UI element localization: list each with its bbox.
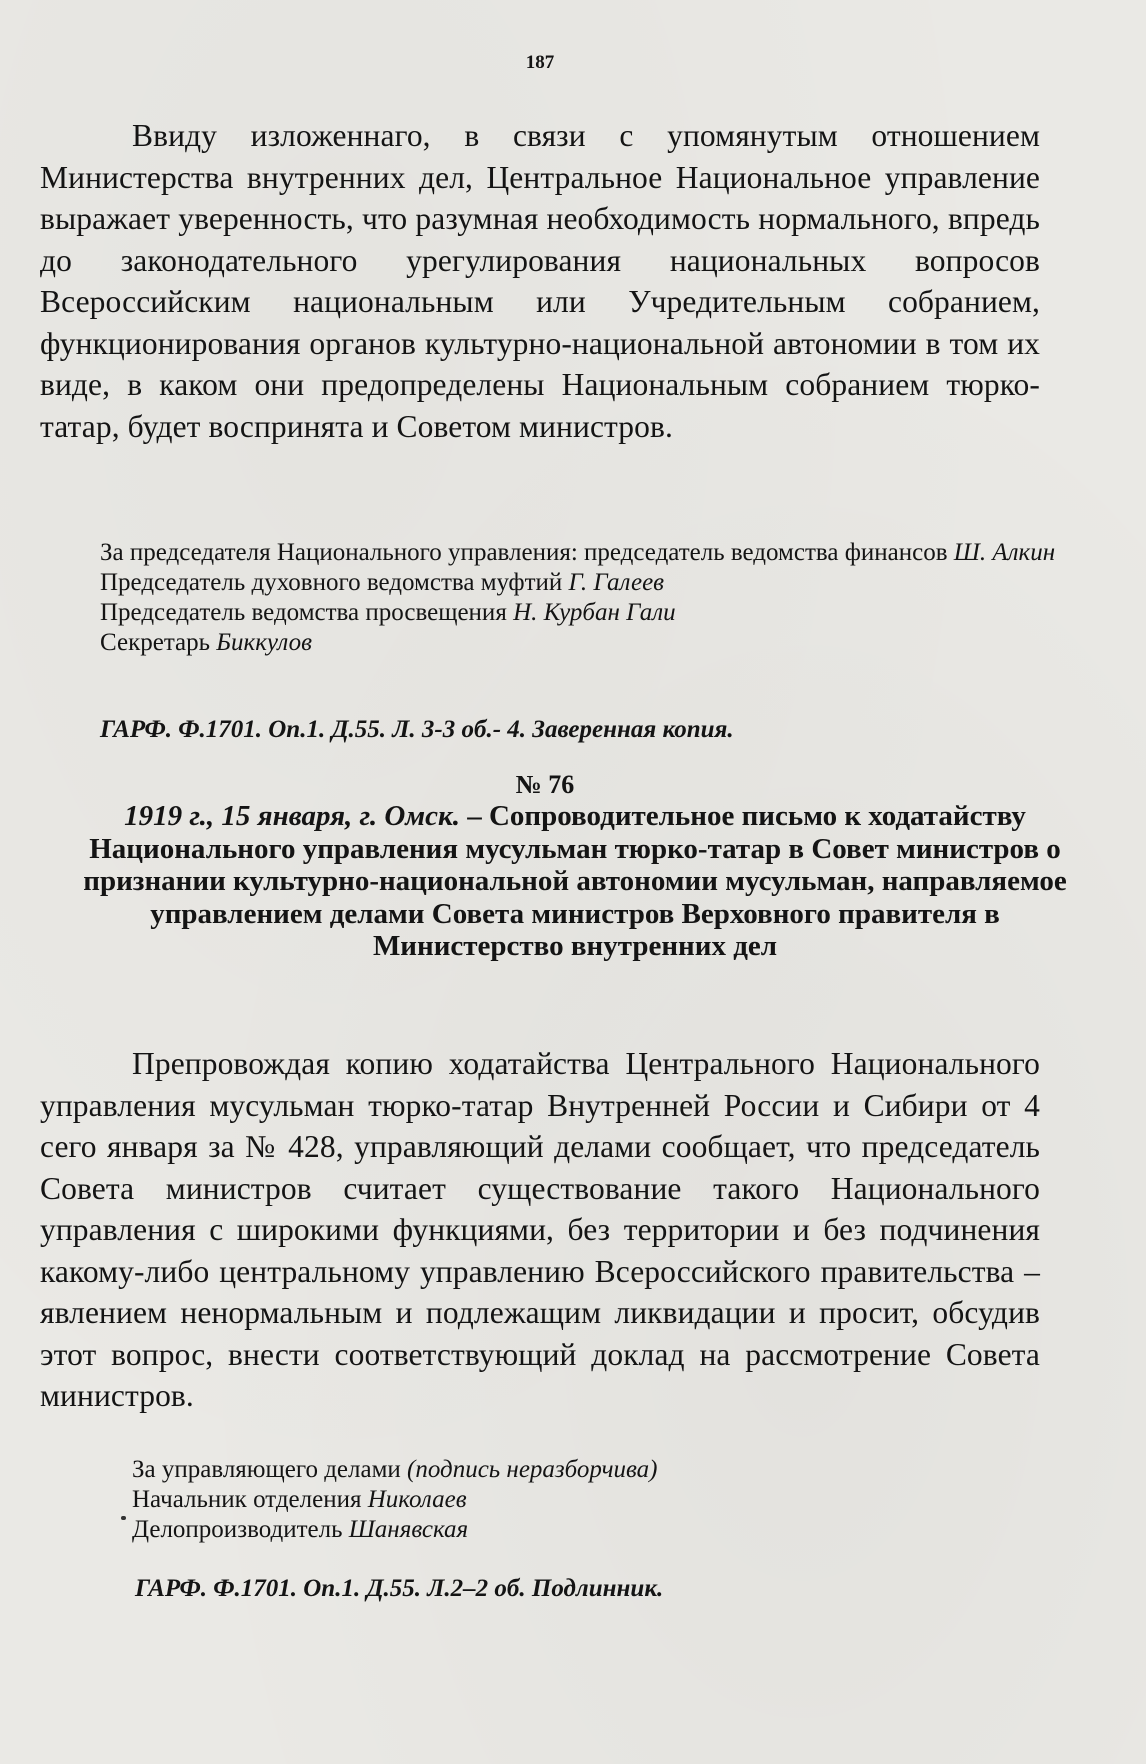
- heading-date-place: 1919 г., 15 января, г. Омск.: [124, 800, 460, 832]
- ink-mark: [121, 1516, 126, 1520]
- signature-name: Николаев: [367, 1486, 467, 1513]
- signature-line: [100, 568, 1060, 598]
- archive-reference-1: ГАРФ. Ф.1701. Оп.1. Д.55. Л. 3-3 об.- 4. Заверенная копия.: [100, 716, 734, 743]
- signature-line: [100, 598, 1060, 628]
- signature-block-2: [132, 1455, 1092, 1545]
- body-paragraph-1: Ввиду изложеннаго, в связи с упомянутым отношением Министерства внутренних дел, Центральное Национальное управление выражает уверенность, что разумная необходимость нормального, впредь до законодательного урегулирования национальных вопросов Всероссийским национальным или Учредительным собранием, функционирования органов культурно-национальной автономии в том их виде, в каком они предопределены Национальным собранием тюрко-татар, будет воспринята и Советом министров.: [40, 118, 1040, 444]
- document-heading: [70, 800, 1080, 963]
- signature-role: Секретарь: [100, 629, 211, 656]
- signature-name: Биккулов: [216, 629, 312, 656]
- signature-line: [132, 1485, 1092, 1515]
- signature-role: Председатель духовного ведомства муфтий: [100, 569, 563, 596]
- signature-line: [132, 1515, 1092, 1545]
- signature-name: (подпись неразборчива): [407, 1456, 658, 1483]
- signature-name: Шанявская: [348, 1516, 469, 1543]
- signature-block-1: [100, 538, 1060, 658]
- signature-line: [100, 538, 1060, 568]
- signature-line: [132, 1455, 1092, 1485]
- page-number: 187: [525, 52, 555, 73]
- signature-role: За председателя Национального управления: председатель ведомства финансов: [100, 539, 948, 566]
- signature-name: Г. Галеев: [568, 569, 665, 596]
- signature-role: Председатель ведомства просвещения: [100, 599, 507, 626]
- body-paragraph-2: Препровождая копию ходатайства Центрального Национального управления мусульман тюрко-татар Внутренней России и Сибири от 4 сего января за № 428, управляющий делами сообщает, что председатель Совета министров считает существование такого Национального управления с широкими функциями, без территории и без подчинения какому-либо центральному управлению Всероссийского правительства – явлением ненормальным и подлежащим ликвидации и просит, обсудив этот вопрос, внести соответствующий доклад на рассмотрение Совета министров.: [40, 1046, 1040, 1413]
- heading-title: – Сопроводительное письмо к ходатайству Национального управления мусульман тюрко-татар в Совет министров о признании культурно-национальной автономии мусульман, направляемое управлением делами Совета министров Верховного правителя в Министерство внутренних дел: [83, 800, 1067, 962]
- document-number: № 76: [515, 770, 575, 799]
- signature-name: Н. Курбан Гали: [513, 599, 676, 626]
- signature-line: [100, 628, 1060, 658]
- archive-reference-2: ГАРФ. Ф.1701. Оп.1. Д.55. Л.2–2 об. Подлинник.: [135, 1575, 664, 1602]
- signature-role: Делопроизводитель: [132, 1516, 343, 1543]
- signature-role: Начальник отделения: [132, 1486, 362, 1513]
- signature-role: За управляющего делами: [132, 1456, 401, 1483]
- signature-name: Ш. Алкин: [953, 539, 1056, 566]
